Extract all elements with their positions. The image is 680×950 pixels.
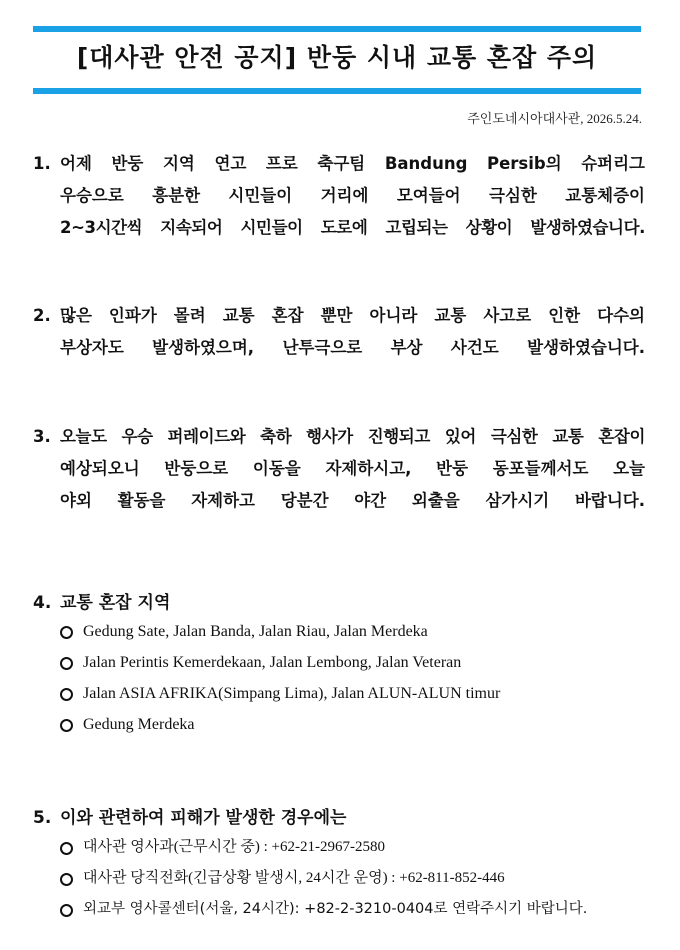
title-top-rule [33,26,641,32]
location-text: Jalan Perintis Kemerdekaan, Jalan Lembong, Jalan Veteran [83,654,462,671]
section-4-heading [33,588,170,613]
item-line: 어제 반둥 지역 연고 프로 축구팀 Bandung Persib의 슈퍼리그 [60,154,645,173]
item-line: 많은 인파가 몰려 교통 혼잡 뿐만 아니라 교통 사고로 인한 다수의 [60,306,645,325]
circle-bullet-icon [60,719,73,732]
location-text: Gedung Merdeka [83,716,195,733]
contact-text: 외교부 영사콜센터(서울, 24시간): +82-2-3210-0404로 연락주시기 바랍니다. [83,901,588,917]
location-text: Gedung Sate, Jalan Banda, Jalan Riau, Jalan Merdeka [83,623,428,640]
item-line: 야외 활동을 자제하고 당분간 야간 외출을 삼가시기 바랍니다. [60,491,645,510]
section-title: 이와 관련하여 피해가 발생한 경우에는 [60,808,347,828]
item-number: 1. [33,154,51,173]
circle-bullet-icon [60,626,73,639]
section-5-heading [33,803,346,828]
location-text: Jalan ASIA AFRIKA(Simpang Lima), Jalan ALUN-ALUN timur [83,685,501,702]
circle-bullet-icon [60,688,73,701]
section-title: 교통 혼잡 지역 [60,593,171,613]
item-number: 3. [33,427,51,446]
circle-bullet-icon [60,657,73,670]
circle-bullet-icon [60,904,73,917]
issuer-date: 주인도네시아대사관, 2026.5.24. [467,111,642,126]
item-line: 2~3시간씩 지속되어 시민들이 도로에 고립되는 상황이 발생하였습니다. [60,218,645,237]
item-number: 2. [33,306,51,325]
section-number: 4. [33,593,52,613]
item-line: 예상되오니 반둥으로 이동을 자제하시고, 반둥 동포들께서도 오늘 [60,459,645,478]
item-text [60,148,645,244]
section-number: 5. [33,808,52,828]
title-bottom-rule [33,88,641,94]
item-line: 부상자도 발생하였으며, 난투극으로 부상 사건도 발생하였습니다. [60,338,645,357]
contact-text: 대사관 영사과(근무시간 중) : +62-21-2967-2580 [83,839,385,855]
item-text [60,421,645,517]
item-line: 오늘도 우승 퍼레이드와 축하 행사가 진행되고 있어 극심한 교통 혼잡이 [60,427,645,446]
item-text [60,300,645,364]
circle-bullet-icon [60,873,73,886]
circle-bullet-icon [60,842,73,855]
item-line: 우승으로 흥분한 시민들이 거리에 모여들어 극심한 교통체증이 [60,186,645,205]
page-title: [대사관 안전 공지] 반둥 시내 교통 혼잡 주의 [76,43,598,72]
contact-text: 대사관 당직전화(긴급상황 발생시, 24시간 운영) : +62-811-852-446 [83,870,505,886]
